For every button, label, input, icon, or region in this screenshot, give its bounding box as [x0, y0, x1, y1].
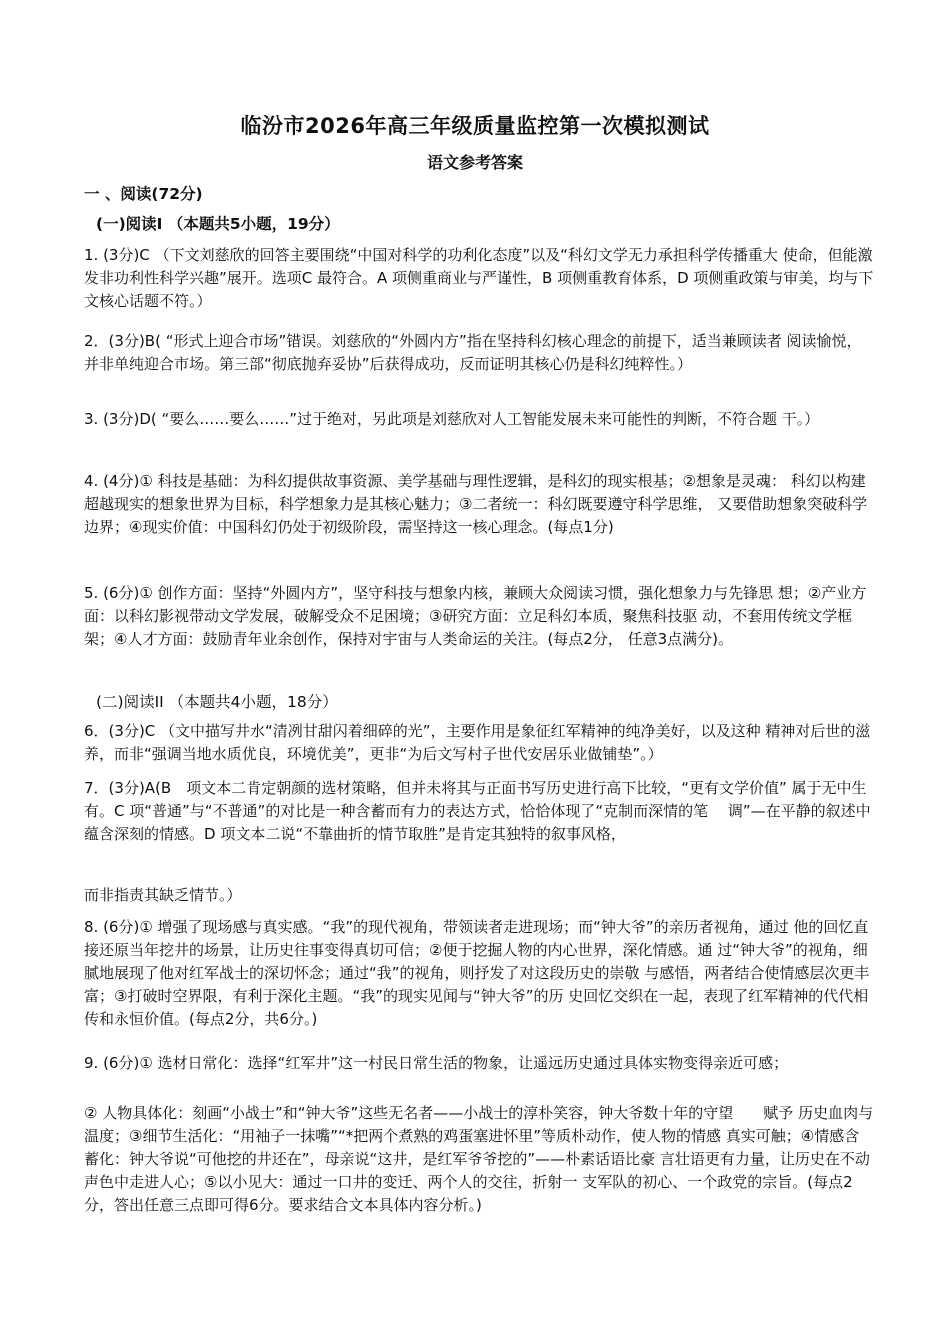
answer-item-1: 1. (3分)C （下文刘慈欣的回答主要围绕“中国对科学的功利化态度”以及“科幻文学无力承担科学传播重大 使命，但能激发非功利性科学兴趣”展开。选项C 最符合。A 项侧重商业与严谨性，B 项侧重教育体系，D 项侧重政策与审美，均与下文核心话题不符。）	[84, 246, 874, 310]
answer-item-9-continued: ② 人物具体化：刻画“小战士”和“钟大爷”这些无名者——小战士的淳朴笑容，钟大爷数十年的守望 赋予 历史血肉与温度；③细节生活化：“用袖子一抹嘴”“*把两个煮熟的鸡蛋塞进怀里”等质朴动作，使人物的情感 真实可触；④情感含蓄化：钟大爷说“可他挖的井还在”，母亲说“这井，是红军爷爷挖的”——朴素话语比豪 言壮语更有力量，让历史在不动声色中走进人心；⑤以小见大：通过一口井的变迁、两个人的交往，折射一 支军队的初心、一个政党的宗旨。(每点2分，答出任意三点即可得6分。要求结合文本具体内容分析。)	[84, 1104, 874, 1214]
document-subtitle: 语文参考答案	[426, 153, 523, 172]
part-heading-reading-2: (二)阅读II （本题共4小题，18分）	[96, 693, 338, 711]
answer-item-9: 9. (6分)① 选材日常化：选择“红军井”这一村民日常生活的物象，让遥远历史通过具体实物变得亲近可感；	[84, 1054, 789, 1072]
answer-item-7: 7．(3分)A(B 项文本二肯定朝颜的选材策略，但并未将其与正面书写历史进行高下比较，“更有文学价值” 属于无中生有。C 项“普通”与“不普通”的对比是一种含蓄而有力的表达方式，恰恰体现了“克制而深情的笔 调”—在平静的叙述中蕴含深刻的情感。D 项文本二说“不靠曲折的情节取胜”是肯定其独特的叙事风格，	[84, 779, 871, 843]
answer-item-2: 2．(3分)B( “形式上迎合市场”错误。刘慈欣的“外圆内方”指在坚持科幻核心理念的前提下，适当兼顾读者 阅读愉悦，并非单纯迎合市场。第三部“彻底抛弃妥协”后获得成功，反而证明其核心仍是科幻纯粹性。）	[84, 332, 862, 373]
document-title: 临汾市2026年高三年级质量监控第一次模拟测试	[240, 114, 710, 138]
answer-item-3: 3. (3分)D( “要么……要么……”过于绝对，另此项是刘慈欣对人工智能发展未来可能性的判断，不符合题 干。）	[84, 410, 820, 428]
answer-item-8: 8. (6分)① 增强了现场感与真实感。“我”的现代视角，带领读者走进现场；而“钟大爷”的亲历者视角，通过 他的回忆直接还原当年挖井的场景，让历史往事变得真切可信；②便于挖掘人物的内心世界，深化情感。通 过“钟大爷”的视角，细腻地展现了他对红军战士的深切怀念；通过“我”的视角，则抒发了对这段历史的崇敬 与感悟，两者结合使情感层次更丰富；③打破时空界限，有利于深化主题。“我”的现实见闻与“钟大爷”的历 史回忆交织在一起，表现了红军精神的代代相传和永恒价值。(每点2分，共6分。)	[84, 918, 870, 1028]
answer-item-7-continued: 而非指责其缺乏情节。）	[84, 886, 242, 904]
answer-item-5: 5. (6分)① 创作方面：坚持“外圆内方”，坚守科技与想象内核，兼顾大众阅读习惯，强化想象力与先锋思 想；②产业方面：以科幻影视带动文学发展，破解受众不足困境；③研究方面：立足科幻本质，聚焦科技驱 动，不套用传统文学框架；④人才方面：鼓励青年业余创作，保持对宇宙与人类命运的关注。(每点2分， 任意3点满分)。	[84, 584, 867, 648]
answer-item-6: 6．(3分)C （文中描写井水“清冽甘甜闪着细碎的光”，主要作用是象征红军精神的纯净美好，以及这种 精神对后世的滋养，而非“强调当地水质优良，环境优美”，更非“为后文写村子世代安居乐业做铺垫”。）	[84, 722, 871, 763]
part-heading-reading-1: (一)阅读Ⅰ （本题共5小题，19分）	[96, 215, 340, 233]
answer-item-4: 4. (4分)① 科技是基础：为科幻提供故事资源、美学基础与理性逻辑，是科幻的现实根基；②想象是灵魂： 科幻以构建超越现实的想象世界为目标，科学想象力是其核心魅力；③二者统一：科幻既要遵守科学思维， 又要借助想象突破科学边界；④现实价值：中国科幻仍处于初级阶段，需坚持这一核心理念。(每点1分)	[84, 472, 868, 536]
section-heading-reading: 一 、阅读(72分)	[84, 185, 203, 203]
